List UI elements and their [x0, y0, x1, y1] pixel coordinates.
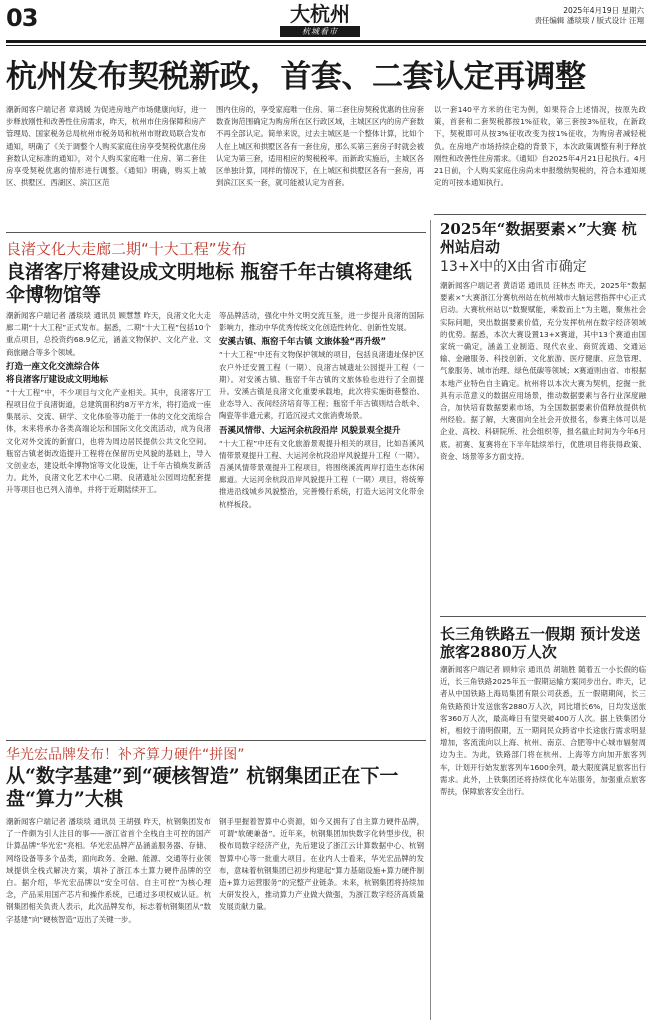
story2-kicker: 良渚文化大走廊二期“十大工程”发布	[6, 240, 247, 258]
story2-headline: 良渚客厅将建设成文明地标 瓶窑千年古镇将建纸伞博物馆等	[6, 261, 412, 306]
dateline	[534, 6, 644, 26]
story2-subhead-3: 吾溪风情带、大运河余杭段沿岸 风貌景观全提升	[219, 425, 401, 436]
story2-body-2: “十大工程”中还有文物保护领域的项目，包括良渚遗址保护区农户外迁安置工程（一期）、良渚古城遗址公园提升工程（一期）。对安溪古镇、瓶窑千年古镇的文旅体验也进行了全面提升。安溪古镇是良渚文化重要承载地，此次将实施街巷整治、业态导入、夜间经济培育等工程；瓶窑千年古镇则结合纸伞、陶瓷等非遗元素，打造沉浸式文旅消费场景。	[219, 350, 424, 421]
story2-body-1: “十大工程”中，不少项目与文化产业相关。其中，良渚客厅工程项目位于良渚街道，总建筑面积约8万平方米，将打造成一座集展示、交流、研学、文化体验等功能于一体的文化交流综合体，未来将承办各类高端论坛和国际文化交流活动，成为良渚文化对外交流的新窗口，也将为周边居民提供公共文化空间。瓶窑古镇老街改造提升工程将在保留历史风貌的基础上，导入文创业态，建设纸伞博物馆等文化设施，让千年古镇焕发新活力。此外，良渚文化艺术中心二期、良渚遗址公园周边配套提升等项目也已列入清单，并将于近期陆续开工。	[6, 387, 211, 495]
lead-body-col2: 围内住房的，享受家庭唯一住房、第二套住房契税优惠的住房套数查询范围确定为购房所在区行政区域，主城区区内的房产套数不再全部认定。简单来说，过去主城区是一个整体计算，比如个人在上城区和拱墅区各有一套住房，那么买第三套房子时就会被认定为第三套，适用相应的契税税率。而新政实施后，主城区各区单独计算，同样的情况下，在上城区和拱墅区各有一套房，再到滨江区买一套，就可能被认定为首套。	[216, 105, 424, 188]
section-subtitle: 杭城看市	[280, 26, 360, 37]
story3-body: 潮新闻客户端记者 黄语诺 通讯员 汪林杰 昨天，2025年“数据要素×”大赛浙江分赛杭州站在杭州城市大脑运营指挥中心正式启动。大赛杭州站以“数聚赋能，乘数而上”为主题，聚焦社会实际问题，突出数据要素价值，充分发挥杭州在数字经济领域的优势。据悉，本次大赛设置13+X赛道，其中13个赛道由国家统一确定，涵盖工业制造、现代农业、商贸流通、交通运输、金融服务、科技创新、文化旅游、医疗健康、应急管理、气象服务、城市治理、绿色低碳等领域；X赛道则由省、市根据本地产业特色自主确定。杭州将以本次大赛为契机，挖掘一批具有示范意义的数据应用场景，推动数据要素与各行业深度融合，加快培育数据要素市场，为全国数据要素价值释放提供杭州经验。据了解，大赛面向全社会开放报名，参赛主体可以是企业、高校、科研院所、社会组织等，报名截止时间为今年6月底。初赛、复赛将在下半年陆续举行，优胜项目将获得政策、资金、场景等多方面支持。	[440, 281, 646, 461]
story5-body-col2: 钢手里握着智算中心资源，如今又拥有了自主算力硬件品牌，可谓“软硬兼备”。近年来，杭钢集团加快数字化转型步伐，积极布局数字经济产业，先后建设了浙江云计算数据中心、杭钢智算中心等一批重大项目。在业内人士看来，华光宏品牌的发布，意味着杭钢集团已初步构建起“算力基础设施+算力硬件制造+算力运营服务”的完整产业链条。未来，杭钢集团将持续加大研发投入，推动算力产业做大做强，为浙江数字经济高质量发展贡献力量。	[219, 817, 424, 912]
editor-credits: 责任编辑 潘琰琰 / 版式设计 汪翔	[534, 16, 644, 25]
issue-date: 2025年4月19日 星期六	[563, 6, 644, 15]
story4-body: 潮新闻客户端记者 顾帅宗 通讯员 胡瑞胜 随着五一小长假的临近，长三角铁路2025年五一假期运输方案同步出台。昨天，记者从中国铁路上海局集团有限公司获悉，五一假期期间，长三角铁路预计发送旅客2880万人次，同比增长6%，日均发送旅客360万人次，最高峰日有望突破400万人次。据上铁集团分析，相较于清明假期，五一期间民众跨省中长途旅行需求明显增加，客流流向以上海、杭州、南京、合肥等中心城市辐射周边为主。为此，铁路部门将在杭州、上海等方向加开旅客列车，计划开行始发旅客列车1600余列，最大限度满足旅客出行需求。此外，上铁集团还将持续优化车站服务，加强重点旅客帮扶，保障旅客安全出行。	[440, 665, 646, 797]
story2-column-1	[6, 310, 211, 734]
column-divider	[430, 220, 431, 1020]
story2-column-2	[219, 310, 424, 734]
story2-col2-lede: 等品牌活动，强化中外文明交流互鉴，进一步提升良渚的国际影响力，推动中华优秀传统文化创造性转化、创新性发展。	[219, 311, 424, 333]
divider-lead-right	[434, 214, 646, 215]
masthead	[268, 3, 372, 37]
lead-body-col3: 以一套140平方米的住宅为例，如果符合上述情况，按原先政策，首套和二套契税都按1%征收，第三套按3%征收，在新政下，契税即可从按3%征收改变为按1%征收，为购房者减轻税负。在房地产市场持续企稳的背景下，本次政策调整有利于释放刚性和改善性住房需求。《通知》自2025年4月21日起执行。4月21日前，个人购买家庭住房尚未申报缴纳契税的，符合本通知规定的可按本通知执行。	[434, 105, 646, 188]
top-rule	[6, 40, 646, 43]
lead-body-col1: 潮新闻客户端记者 章鸿媛 为促进房地产市场健康向好，进一步释放刚性和改善性住房需求，昨天，杭州市住房保障和房产管理局、国家税务总局杭州市税务局和杭州市财政局联合发布通知，明确了《关于调整个人购买家庭住房享受契税优惠住房套数认定标准的通知》，对个人购买家庭唯一住房、第二套住房享受契税优惠的情形进行调整。《通知》明确，购买上城区、拱墅区、西湖区、滨江区范	[6, 105, 206, 188]
divider-lead	[6, 232, 426, 233]
story2-subhead-2: 安溪古镇、瓶窑千年古镇 文旅体验“再升级”	[219, 337, 387, 348]
story5-kicker: 华光宏品牌发布！补齐算力硬件“拼图”	[6, 747, 245, 763]
story2-lede: 潮新闻客户端记者 潘琰琰 通讯员 顾慧慧 昨天，良渚文化大走廊二期“十大工程”正式发布。据悉，二期“十大工程”包括10个重点项目，总投资约68.9亿元，涵盖文物保护、文化产业、文商旅融合等多个领域。	[6, 311, 211, 357]
lead-headline: 杭州发布契税新政，首套、二套认定再调整	[6, 59, 586, 95]
divider-right	[440, 616, 646, 617]
story2-body-3: “十大工程”中还有文化旅游景观提升相关的项目，比如吾溪风情带景观提升工程、大运河余杭段沿岸风貌提升工程（一期）。吾溪风情带景观提升工程项目，将围绕溪流两岸打造生态休闲廊道。大运河余杭段沿岸风貌提升工程（一期）项目，将统筹推进沿线城乡风貌整治，完善慢行系统，打造大运河文化带余杭样板段。	[219, 438, 424, 509]
top-rule-thin	[6, 45, 646, 46]
story2-subhead-1: 打造一座文化交流综合体	[6, 361, 100, 372]
story5-body-col1: 潮新闻客户端记者 潘琰琰 通讯员 王胡强 昨天，杭钢集团发布了一件颇为引人注目的事——浙江省首个全栈自主可控的国产计算品牌“华光宏”亮相。华光宏品牌产品涵盖服务器、存储、网络设备等多个品类，面向政务、金融、能源、交通等行业领域提供全栈式解决方案，填补了浙江本土算力硬件品牌的空白。据介绍，华光宏品牌以“安全可信、自主可控”为核心理念，产品采用国产芯片和操作系统，已通过多项权威认证。杭钢集团相关负责人表示，此次品牌发布，标志着杭钢集团从“数字基建”向“硬核智造”迈出了关键一步。	[6, 817, 211, 924]
story4-headline: 长三角铁路五一假期 预计发送旅客2880万人次	[440, 625, 641, 661]
page-number: 03	[6, 4, 38, 32]
story3-subheadline: 13+X中的X由省市确定	[440, 259, 587, 275]
story5-headline: 从“数字基建”到“硬核智造” 杭钢集团正在下一盘“算力”大棋	[6, 765, 399, 810]
story2-subhead-1b: 将良渚客厅建设成文明地标	[6, 374, 109, 385]
divider-bottom	[6, 740, 426, 741]
section-title: 大杭州	[290, 2, 350, 26]
story3-headline: 2025年“数据要素×”大赛 杭州站启动	[440, 220, 637, 256]
